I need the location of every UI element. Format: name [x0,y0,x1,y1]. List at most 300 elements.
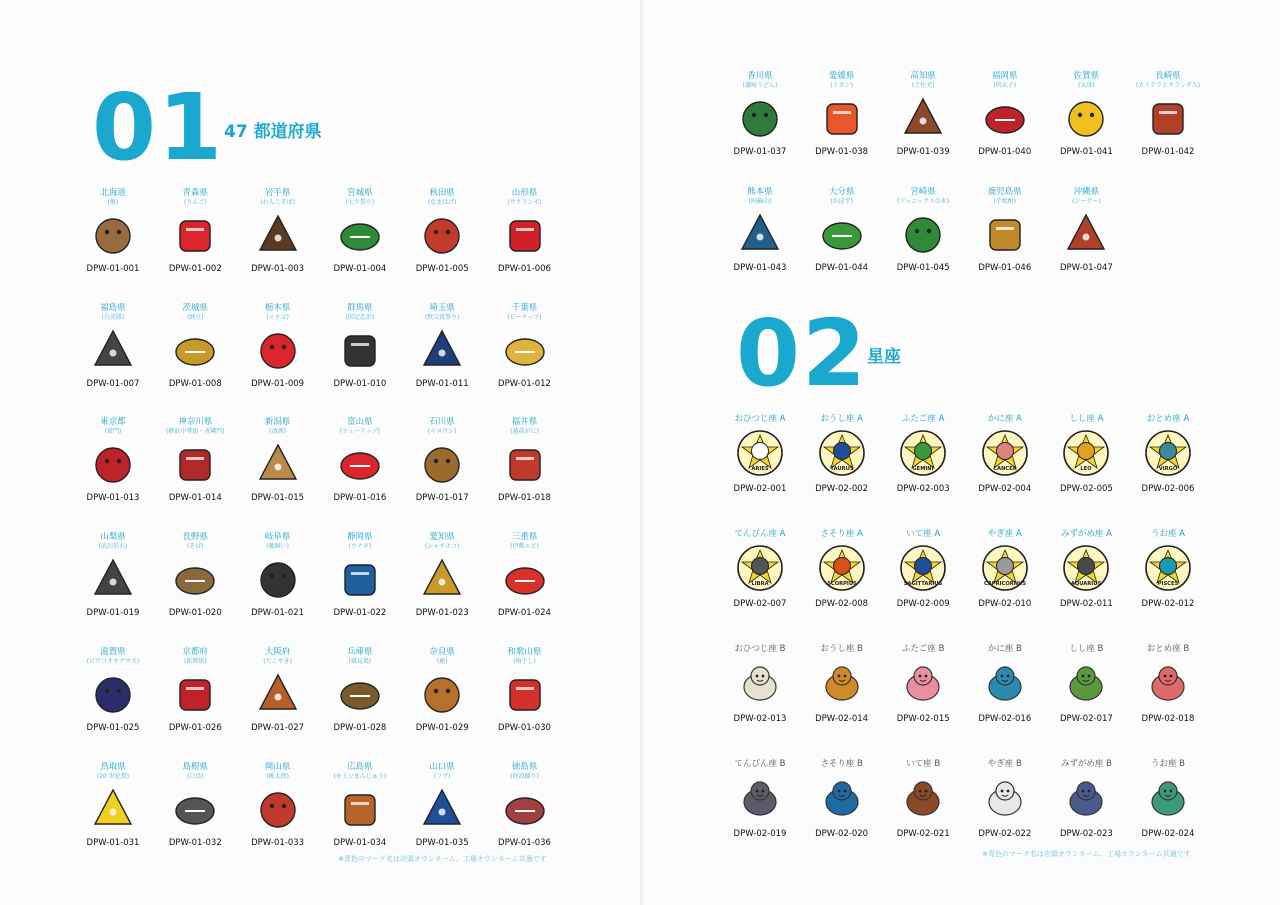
lobster-icon [501,554,549,602]
mark-code: DPW-01-027 [251,722,305,733]
mark-illustration [336,784,384,832]
mark-name: 埼玉県 [429,302,455,313]
tanabata-icon [336,210,384,258]
mark-motif: (白鳥) [186,772,204,780]
zodiac-badge-label: CANCER [993,466,1017,472]
aries-badge-icon [736,429,784,477]
mark-cell[interactable] [71,530,155,638]
mark-code: DPW-01-036 [498,837,551,848]
mark-illustration [736,774,784,822]
mark-name: 岩手県 [264,188,291,198]
mark-cell[interactable] [236,530,320,638]
mark-illustration [254,784,302,832]
mark-illustration [171,784,219,832]
mark-illustration [899,544,947,592]
mark-motif: (わんこそば) [260,199,295,206]
mark-code: DPW-01-016 [333,493,387,504]
mark-name: おとめ座 B [1146,644,1190,654]
mark-motif: (鹿) [436,657,448,665]
mark-name: かに座 A [987,414,1022,424]
mark-cell[interactable] [800,642,884,750]
mark-name: ふたご座 B [901,644,945,654]
mark-name: みずがめ座 A [1060,529,1112,539]
mount-aso-icon [736,209,784,257]
mark-illustration [501,325,549,373]
mark-illustration [1144,429,1192,477]
mark-cell[interactable] [483,530,567,638]
mark-cell[interactable] [800,412,884,520]
sagittarius-badge-icon [899,544,947,592]
cherry-icon [501,210,549,258]
mark-code: DPW-02-013 [733,714,787,724]
mark-motif: (かぼす) [830,198,853,205]
zodiac-badge-label: VIRGO [1158,466,1178,472]
taurus-character-icon [818,659,866,707]
mark-cell[interactable] [800,69,884,177]
mark-code: DPW-01-040 [978,147,1032,157]
mark-cell[interactable] [1126,642,1210,750]
mark-illustration [418,669,466,717]
kabosu-icon [818,209,866,257]
mark-name: 秋田県 [429,188,455,198]
mark-code: DPW-02-004 [978,484,1032,494]
mark-code: DPW-02-012 [1141,599,1195,609]
mark-cell[interactable] [881,642,965,750]
wanko-soba-icon [254,210,302,258]
mark-cell[interactable] [236,645,320,753]
zodiac-badge-label: SCORPIUS [826,581,857,587]
mark-name: しし座 B [1069,644,1104,654]
mark-code: DPW-01-025 [86,722,140,733]
mark-cell[interactable] [483,760,567,868]
pisces-badge-icon [1144,544,1192,592]
mark-name: 愛知県 [429,532,455,543]
mark-cell[interactable] [881,527,965,635]
eel-icon [336,554,384,602]
mark-name: 島根県 [182,761,209,772]
capricornus-character-icon [981,774,1029,822]
mark-motif: (シャチホコ) [424,543,460,551]
zodiac-badge-label: SAGITTARIUS [903,581,943,587]
mark-cell[interactable] [153,415,237,523]
mark-name: 山梨県 [100,532,126,543]
mark-illustration [418,325,466,373]
mark-name: 鳥取県 [100,761,126,772]
shinsengumi-icon [171,669,219,717]
mark-code: DPW-01-021 [251,608,305,619]
mark-illustration [89,669,137,717]
mark-cell[interactable] [881,69,965,177]
mark-motif: (芋焼酎) [993,198,1017,205]
mark-name: やぎ座 A [987,529,1022,539]
mark-cell[interactable] [963,527,1047,635]
mark-code: DPW-01-023 [415,608,469,619]
cancer-badge-icon [981,429,1029,477]
mark-illustration [89,554,137,602]
mark-motif: (明太子) [993,82,1017,89]
mark-code: DPW-02-018 [1141,714,1195,724]
section-2-number: 02 [736,300,869,407]
mark-cell[interactable] [318,186,402,294]
mark-cell[interactable] [718,642,802,750]
mark-name: 長崎県 [1155,71,1181,81]
mark-cell[interactable] [153,530,237,638]
mark-motif: (カステラとオランダ人) [1135,82,1201,89]
mark-cell[interactable] [800,185,884,293]
mark-cell[interactable] [718,527,802,635]
capricornus-badge-icon [981,544,1029,592]
section-2-title: 星座 [867,347,901,367]
mark-motif: (熊) [107,199,119,206]
mark-motif: (そば) [186,543,204,551]
mark-code: DPW-02-009 [896,599,950,609]
mark-motif: (ミカン) [830,82,853,89]
mark-name: 福島県 [100,302,126,313]
mark-code: DPW-02-008 [815,599,869,609]
mark-cell[interactable] [1126,412,1210,520]
mark-code: DPW-01-022 [333,608,387,619]
mark-cell[interactable] [1126,69,1210,177]
mark-cell[interactable] [236,301,320,409]
mark-cell[interactable] [881,757,965,865]
mark-code: DPW-02-023 [1059,829,1113,839]
mark-name: うお座 B [1150,759,1186,769]
mark-name: 大分県 [828,187,855,197]
mark-illustration [1062,659,1110,707]
mark-name: 石川県 [429,417,455,428]
mark-name: いて座 A [906,529,941,539]
mark-code: DPW-01-010 [333,378,387,389]
mikan-icon [818,93,866,141]
strawberry-icon [254,325,302,373]
mark-name: 山口県 [429,761,455,772]
pisces-character-icon [1144,774,1192,822]
mark-name: てんびん座 B [734,759,786,769]
mark-cell[interactable] [718,757,802,865]
catfish-icon [89,669,137,717]
mark-cell[interactable] [400,760,484,868]
mark-cell[interactable] [153,301,237,409]
zodiac-badge-label: PISCES [1157,581,1179,587]
section-1-number: 01 [92,74,225,181]
mark-cell[interactable] [153,645,237,753]
takoyaki-icon [254,669,302,717]
mark-cell[interactable] [400,645,484,753]
mark-name: 岐阜県 [264,532,291,543]
mark-cell[interactable] [483,301,567,409]
mark-code: DPW-01-024 [498,608,551,619]
mark-motif: (チューリップ) [339,428,381,436]
mark-code: DPW-01-030 [498,722,551,733]
mark-motif: (シーサー) [1072,198,1101,205]
soba-icon [171,554,219,602]
mark-name: 福井県 [511,417,538,428]
mark-name: 神奈川県 [178,417,213,428]
mark-cell[interactable] [800,527,884,635]
eagle-icon [418,439,466,487]
mark-cell[interactable] [1126,527,1210,635]
mark-illustration [818,209,866,257]
mark-illustration [501,669,549,717]
mark-motif: (なまはげ) [427,199,457,206]
mark-name: 和歌山県 [507,646,542,657]
mark-name: 熊本県 [747,187,773,197]
mark-code: DPW-02-022 [978,829,1032,839]
mark-code: DPW-01-004 [333,264,387,274]
shachihoko-icon [418,554,466,602]
kaminarimon-icon [89,439,137,487]
mark-code: DPW-02-024 [1141,829,1195,839]
mark-illustration [1144,774,1192,822]
mark-cell[interactable] [71,415,155,523]
mark-code: DPW-01-014 [168,493,222,504]
mark-illustration [254,325,302,373]
mark-name: ふたご座 A [901,414,945,424]
mark-cell[interactable] [153,760,237,868]
byakkotai-icon [89,325,137,373]
mark-cell[interactable] [71,186,155,294]
mark-motif: (イヌワシ) [427,428,457,436]
mark-code: DPW-01-003 [251,264,305,274]
mark-illustration [254,210,302,258]
mark-cell[interactable] [153,186,237,294]
mark-cell[interactable] [236,760,320,868]
mark-code: DPW-01-006 [498,264,551,274]
chuji-icon [336,325,384,373]
section-1-footnote: ※青色のマーク名は店頭オウンネーム、工場オウンネーム共通です [338,855,547,863]
momiji-manju-icon [336,784,384,832]
mark-code: DPW-01-002 [168,264,222,274]
mark-motif: (イチゴ) [266,313,289,321]
mark-code: DPW-01-001 [86,264,140,274]
sake-box-icon [254,439,302,487]
taurus-badge-icon [818,429,866,477]
mark-name: てんびん座 A [734,529,786,539]
mark-motif: (武田信玄) [98,543,128,551]
mark-code: DPW-02-007 [733,599,787,609]
mark-cell[interactable] [236,186,320,294]
mark-illustration [899,429,947,477]
mark-motif: (清酒) [269,428,286,436]
mark-illustration [1062,209,1110,257]
mark-motif: (秩父夜祭り) [424,313,460,321]
mark-illustration [818,544,866,592]
mark-illustration [818,93,866,141]
mark-illustration [501,439,549,487]
mark-motif: (白虎隊) [101,313,125,321]
mark-cell[interactable] [400,186,484,294]
virgo-badge-icon [1144,429,1192,477]
mark-motif: (ピーナッツ) [507,313,542,321]
mark-motif: (たこやき) [263,657,292,665]
crab-icon [501,439,549,487]
mark-cell[interactable] [881,185,965,293]
mark-code: DPW-01-012 [498,378,551,389]
mark-name: 新潟県 [264,417,291,428]
mark-name: 富山県 [347,417,373,428]
mark-cell[interactable] [963,185,1047,293]
mark-name: おうし座 A [820,414,863,424]
mark-code: DPW-02-015 [896,714,950,724]
mark-cell[interactable] [400,301,484,409]
mark-cell[interactable] [318,530,402,638]
balloon-icon [1062,93,1110,141]
mark-code: DPW-02-011 [1059,599,1113,609]
mark-name: おとめ座 A [1146,414,1190,424]
zodiac-badge-label: LIBRA [751,581,769,587]
mentaiko-icon [981,93,1029,141]
mark-illustration [981,429,1029,477]
mark-illustration [1144,544,1192,592]
mark-cell[interactable] [1044,69,1128,177]
palm-tree-icon [899,209,947,257]
mark-code: DPW-01-038 [815,147,869,157]
mark-name: 大阪府 [264,646,291,657]
mark-illustration [171,439,219,487]
mark-illustration [899,209,947,257]
mark-illustration [336,439,384,487]
mark-code: DPW-01-018 [498,493,551,504]
mark-cell[interactable] [718,69,802,177]
mark-cell[interactable] [483,645,567,753]
mark-name: 宮城県 [347,188,373,198]
mark-illustration [89,210,137,258]
section-2-footnote: ※青色のマーク名は店頭オウンネーム、工場オウンネーム共通です [982,850,1191,858]
mark-name: みずがめ座 B [1060,759,1112,769]
mark-name: 奈良県 [429,646,455,657]
mark-code: DPW-01-029 [415,722,469,733]
mark-motif: (土佐犬) [911,82,935,89]
mark-code: DPW-01-020 [168,608,222,619]
mark-code: DPW-01-032 [168,837,222,848]
mark-illustration [981,544,1029,592]
mark-cell[interactable] [1044,185,1128,293]
mark-cell[interactable] [1044,412,1128,520]
mark-cell[interactable] [963,642,1047,750]
mark-code: DPW-01-008 [168,378,222,389]
mark-name: 三重県 [511,532,538,543]
mark-cell[interactable] [718,412,802,520]
mark-motif: (フグ) [433,772,451,780]
mark-motif: (梅干し) [513,657,536,665]
mark-motif: (讃岐うどん) [742,82,778,89]
mark-name: さそり座 A [820,529,863,539]
mark-code: DPW-01-019 [86,608,140,619]
mark-code: DPW-01-031 [86,837,140,848]
mark-cell[interactable] [400,415,484,523]
natto-icon [171,325,219,373]
pear-icon [89,784,137,832]
mark-code: DPW-01-026 [168,722,222,733]
mark-code: DPW-01-015 [251,493,305,504]
mark-name: しし座 A [1069,414,1104,424]
mark-code: DPW-01-039 [896,147,950,157]
zodiac-badge-label: TAURUS [830,466,854,472]
cancer-character-icon [981,659,1029,707]
mark-code: DPW-01-041 [1059,147,1113,157]
mark-cell[interactable] [71,645,155,753]
mark-cell[interactable] [71,760,155,868]
mark-name: 兵庫県 [347,646,373,657]
mark-name: やぎ座 B [987,759,1022,769]
mark-illustration [254,554,302,602]
fugu-icon [418,784,466,832]
mark-cell[interactable] [881,412,965,520]
mark-name: 香川県 [747,71,773,81]
mark-illustration [1062,93,1110,141]
mark-illustration [171,669,219,717]
mark-cell[interactable] [800,757,884,865]
mark-cell[interactable] [318,415,402,523]
mark-code: DPW-01-047 [1059,263,1113,273]
mark-name: 広島県 [347,761,373,772]
mark-cell[interactable] [1044,642,1128,750]
cormorant-icon [254,554,302,602]
gemini-character-icon [899,659,947,707]
mark-motif: (七夕祭り) [345,199,375,206]
mark-motif: (ビワコオオナマズ) [86,657,140,665]
mark-code: DPW-02-001 [733,484,787,494]
mark-illustration [899,93,947,141]
mark-cell[interactable] [963,69,1047,177]
mark-cell[interactable] [318,645,402,753]
castella-icon [1144,93,1192,141]
mark-illustration [418,210,466,258]
mark-cell[interactable] [963,412,1047,520]
mark-cell[interactable] [483,186,567,294]
mark-name: 青森県 [182,188,209,198]
mark-name: 東京都 [100,417,126,428]
mark-cell[interactable] [318,301,402,409]
gemini-badge-icon [899,429,947,477]
chichibu-festival-icon [418,325,466,373]
mark-motif: (フェニックスの木) [897,198,950,205]
chinatown-gate-icon [171,439,219,487]
mark-illustration [736,659,784,707]
mark-cell[interactable] [1044,527,1128,635]
mark-cell[interactable] [718,185,802,293]
namahage-icon [418,210,466,258]
mark-code: DPW-01-009 [251,378,305,389]
bear-icon [89,210,137,258]
leo-badge-icon [1062,429,1110,477]
mark-name: うお座 A [1150,529,1186,539]
mark-motif: (国定忠治) [345,313,375,321]
furinkazan-banner-icon [89,554,137,602]
mark-illustration [981,659,1029,707]
mark-illustration [981,93,1029,141]
peanut-icon [501,325,549,373]
tosa-dog-icon [899,93,947,141]
udon-icon [736,93,784,141]
mark-name: 岡山県 [264,761,291,772]
mark-motif: (鵜飼い) [266,543,289,551]
mark-cell[interactable] [71,301,155,409]
mark-code: DPW-01-046 [978,263,1032,273]
mark-cell[interactable] [318,760,402,868]
mark-illustration [89,439,137,487]
mark-illustration [818,429,866,477]
scorpius-badge-icon [818,544,866,592]
mark-cell[interactable] [483,415,567,523]
weathercock-icon [336,669,384,717]
mark-cell[interactable] [236,415,320,523]
virgo-character-icon [1144,659,1192,707]
mark-cell[interactable] [400,530,484,638]
aries-character-icon [736,659,784,707]
zodiac-badge-label: CAPRICORNUS [983,581,1026,587]
mark-illustration [736,209,784,257]
